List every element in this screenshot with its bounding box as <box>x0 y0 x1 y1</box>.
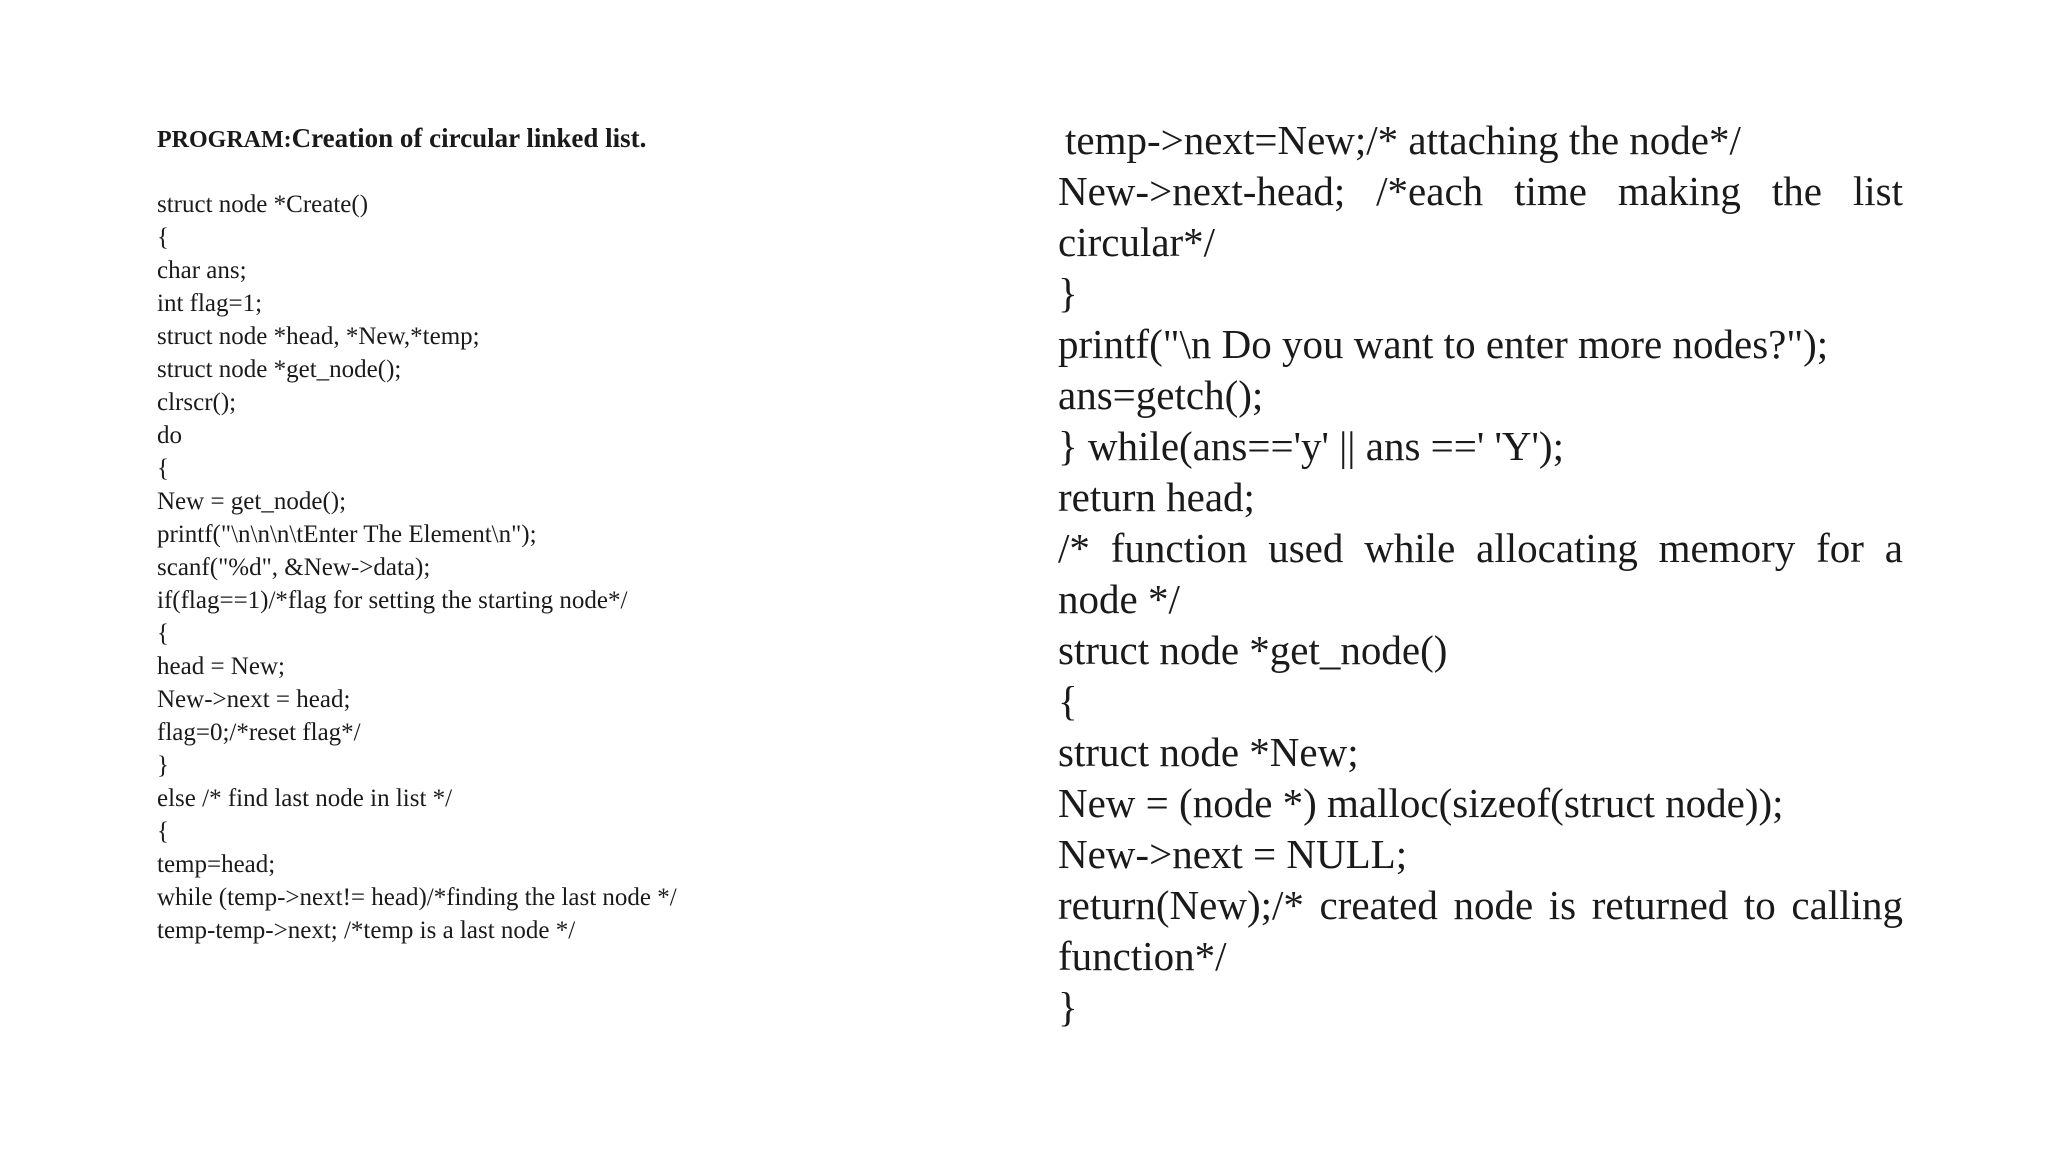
code-line: { <box>157 224 169 251</box>
code-line: return head; <box>1058 474 1255 520</box>
code-line: } while(ans=='y' || ans ==' 'Y'); <box>1058 423 1564 469</box>
program-title <box>157 120 957 158</box>
code-line: int flag=1; <box>157 290 263 317</box>
code-line: temp=head; <box>157 851 276 878</box>
code-line: New->next = head; <box>157 686 351 713</box>
code-line: flag=0;/*reset flag*/ <box>157 719 361 746</box>
code-line: else /* find last node in list */ <box>157 785 453 812</box>
code-line: struct node *get_node(); <box>157 356 402 383</box>
code-line: ans=getch(); <box>1058 372 1264 418</box>
left-code-block <box>157 188 957 947</box>
code-line: if(flag==1)/*flag for setting the starting node*/ <box>157 587 628 614</box>
code-line: New->next = NULL; <box>1058 831 1408 877</box>
code-line: printf("\n Do you want to enter more nodes?"); <box>1058 321 1829 367</box>
code-line: /* function used while allocating memory for a node */ <box>1058 525 1914 622</box>
right-column <box>1058 115 1914 1033</box>
code-line: { <box>157 818 169 845</box>
code-line: struct node *Create() <box>157 191 369 218</box>
code-line: temp->next=New;/* attaching the node*/ <box>1065 117 1741 163</box>
code-line: struct node *get_node() <box>1058 627 1448 673</box>
code-line: } <box>1058 270 1078 316</box>
code-line: struct node *New; <box>1058 729 1359 775</box>
code-line: while (temp->next!= head)/*finding the last node */ <box>157 884 677 911</box>
program-title-prefix: PROGRAM: <box>157 127 292 153</box>
code-line: New = get_node(); <box>157 488 347 515</box>
code-line: temp-temp->next; /*temp is a last node */ <box>157 917 576 944</box>
code-line: { <box>157 620 169 647</box>
code-line: } <box>1058 984 1078 1030</box>
code-line: printf("\n\n\n\tEnter The Element\n"); <box>157 521 537 548</box>
code-line: New->next-head; /*each time making the list circular*/ <box>1058 168 1914 265</box>
code-line: char ans; <box>157 257 247 284</box>
left-column <box>157 120 957 947</box>
code-line: struct node *head, *New,*temp; <box>157 323 480 350</box>
code-line: scanf("%d", &New->data); <box>157 554 431 581</box>
right-code-block <box>1058 115 1914 1033</box>
code-line: } <box>157 752 169 779</box>
code-line: head = New; <box>157 653 285 680</box>
code-line: { <box>157 455 169 482</box>
code-line: { <box>1058 678 1078 724</box>
code-line: do <box>157 422 182 449</box>
code-line: return(New);/* created node is returned to calling function*/ <box>1058 882 1914 979</box>
code-line: New = (node *) malloc(sizeof(struct node)); <box>1058 780 1784 826</box>
program-title-text: Creation of circular linked list. <box>291 123 647 153</box>
code-line: clrscr(); <box>157 389 237 416</box>
